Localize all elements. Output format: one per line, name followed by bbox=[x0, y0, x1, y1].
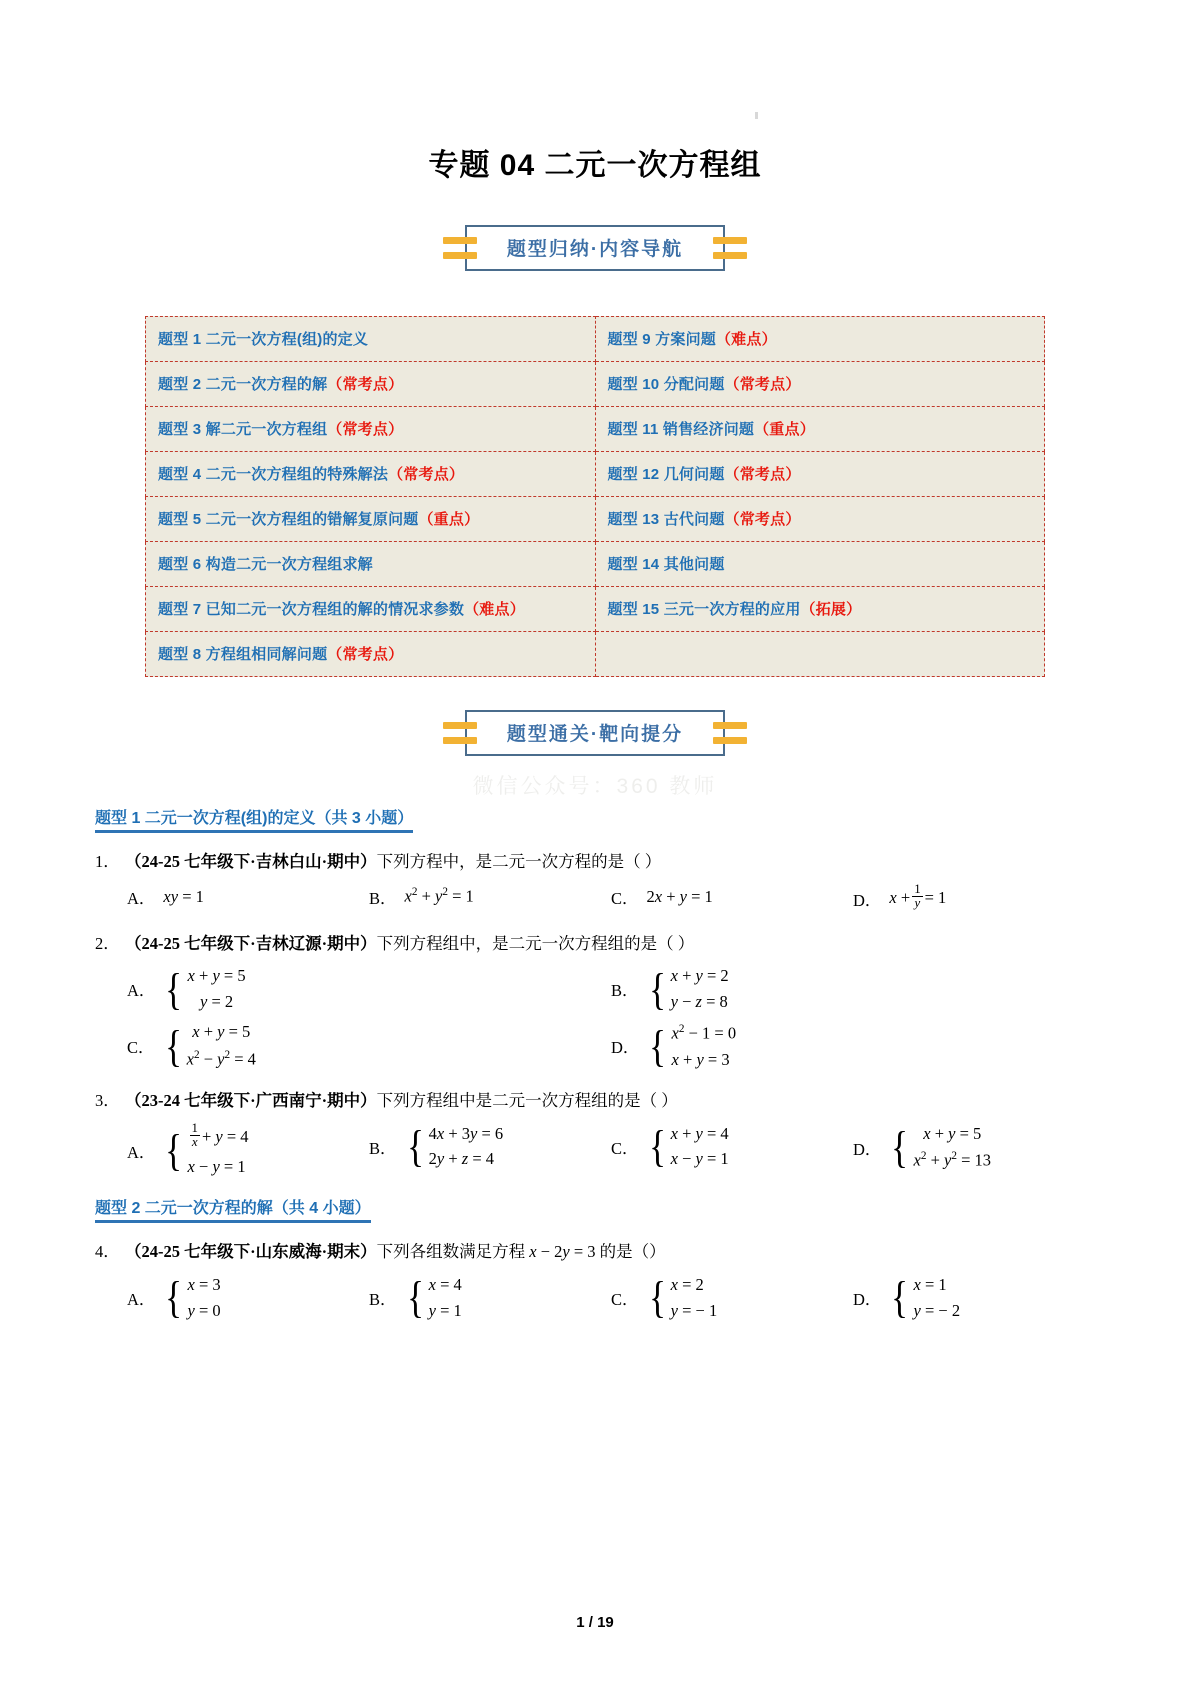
document-body bbox=[0, 805, 1190, 1321]
toc-item-label: 题型 11 销售经济问题 bbox=[607, 421, 755, 438]
toc-item-label: 题型 13 古代问题 bbox=[607, 511, 725, 528]
option-b-system: { x = 4 y = 1 bbox=[406, 1273, 462, 1323]
option-a[interactable] bbox=[127, 966, 611, 1012]
toc-item-label: 题型 8 方程组相同解问题 bbox=[158, 646, 328, 663]
toc-item-tag: （常考点） bbox=[724, 376, 801, 393]
option-b-math: $x^2 + y^2 = 1$ bbox=[404, 886, 474, 906]
option-label: D． bbox=[853, 1139, 882, 1159]
toc-cell-right[interactable] bbox=[595, 362, 1045, 407]
option-label: D． bbox=[611, 1038, 640, 1058]
option-d-math: x + $\frac{1}{y}$ = 1 bbox=[889, 881, 947, 911]
toc-cell-left[interactable] bbox=[146, 362, 596, 407]
option-label: B． bbox=[369, 888, 397, 908]
toc-item-tag: （常考点） bbox=[327, 646, 404, 663]
option-c[interactable] bbox=[611, 885, 853, 909]
question-2-options-row1 bbox=[127, 966, 1095, 1012]
question-stem-equation: x − 2y = 3 bbox=[529, 1242, 596, 1262]
toc-item-tag: （常考点） bbox=[724, 466, 801, 483]
toc-cell-left[interactable] bbox=[146, 317, 596, 362]
option-a[interactable] bbox=[127, 1275, 369, 1321]
toc-cell-left[interactable] bbox=[146, 542, 596, 587]
table-row bbox=[146, 407, 1045, 452]
question-source: （24-25 七年级下·吉林白山·期中） bbox=[125, 852, 377, 871]
option-c-math: 2x + y = 1 bbox=[646, 886, 713, 906]
toc-cell-right[interactable] bbox=[595, 317, 1045, 362]
toc-cell-right[interactable] bbox=[595, 542, 1045, 587]
toc-item-label: 题型 15 三元一次方程的应用 bbox=[607, 601, 801, 618]
option-label: A． bbox=[127, 888, 156, 908]
toc-item-label: 题型 10 分配问题 bbox=[607, 376, 725, 393]
toc-cell-right[interactable] bbox=[595, 407, 1045, 452]
toc-item-tag: （难点） bbox=[715, 331, 777, 348]
option-label: B． bbox=[369, 1138, 397, 1158]
option-label: C． bbox=[611, 888, 639, 908]
table-row bbox=[146, 317, 1045, 362]
question-1 bbox=[95, 849, 1095, 875]
toc-item-tag: （常考点） bbox=[388, 466, 465, 483]
question-stem: 下列方程组中，是二元一次方程组的是（ ） bbox=[376, 933, 695, 953]
option-a-system: { x = 3 y = 0 bbox=[165, 1273, 221, 1323]
equals-decor-icon bbox=[443, 237, 477, 259]
banner-contents-nav bbox=[0, 218, 1190, 278]
equals-decor-icon bbox=[713, 237, 747, 259]
banner-label: 题型归纳·内容导航 bbox=[506, 239, 684, 260]
banner-practice-nav bbox=[0, 703, 1190, 763]
option-d[interactable] bbox=[611, 1022, 1095, 1070]
option-b[interactable] bbox=[611, 966, 1095, 1012]
question-stem-post: 的是（） bbox=[595, 1242, 666, 1262]
option-a-math: xy = 1 bbox=[163, 886, 204, 906]
toc-cell-right[interactable] bbox=[595, 452, 1045, 497]
toc-item-label: 题型 5 二元一次方程组的错解复原问题 bbox=[158, 511, 419, 528]
question-number: 2． bbox=[95, 933, 120, 953]
toc-item-label: 题型 6 构造二元一次方程组求解 bbox=[158, 556, 373, 573]
toc-cell-right[interactable] bbox=[595, 587, 1045, 632]
option-c[interactable] bbox=[127, 1022, 611, 1070]
toc-item-label: 题型 12 几何问题 bbox=[607, 466, 725, 483]
option-d[interactable] bbox=[853, 881, 1095, 913]
option-b-system: { 4x + 3y = 6 2y + z = 4 bbox=[406, 1122, 504, 1172]
option-c[interactable] bbox=[611, 1124, 853, 1170]
table-row bbox=[146, 587, 1045, 632]
toc-item-label: 题型 4 二元一次方程组的特殊解法 bbox=[158, 466, 389, 483]
option-label: A． bbox=[127, 981, 156, 1001]
toc-item-label: 题型 9 方案问题 bbox=[607, 331, 716, 348]
option-c-system: { x = 2 y = − 1 bbox=[648, 1273, 718, 1323]
question-source: （24-25 七年级下·吉林辽源·期中） bbox=[125, 933, 377, 953]
option-a-system: { x + y = 5 y = 2 bbox=[165, 964, 246, 1014]
option-c-system: { x + y = 5 $x^2 - y^2 = 4$ bbox=[164, 1021, 256, 1071]
option-label: D． bbox=[853, 1290, 882, 1310]
question-3 bbox=[95, 1088, 1095, 1114]
option-label: B． bbox=[611, 981, 639, 1001]
page-top-mark bbox=[755, 112, 758, 119]
question-stem: 下列方程组中是二元一次方程组的是（ ） bbox=[376, 1091, 678, 1111]
question-2-options-row2 bbox=[127, 1022, 1095, 1070]
question-1-options bbox=[127, 881, 1095, 913]
option-d-system: { x = 1 y = − 2 bbox=[891, 1273, 961, 1323]
option-d[interactable] bbox=[853, 1124, 1095, 1172]
option-label: C． bbox=[127, 1038, 155, 1058]
option-a-system: { $\frac{1}{x}$ + y = 4 x − y = 1 bbox=[165, 1120, 249, 1176]
question-stem: 下列方程中，是二元一次方程的是（ ） bbox=[376, 852, 662, 871]
banner-box bbox=[465, 225, 725, 271]
option-label: B． bbox=[369, 1290, 397, 1310]
toc-item-label: 题型 2 二元一次方程的解 bbox=[158, 376, 328, 393]
section-heading-2: 题型 2 二元一次方程的解（共 4 小题） bbox=[95, 1195, 371, 1223]
toc-item-label: 题型 7 已知二元一次方程组的解的情况求参数 bbox=[158, 601, 465, 618]
question-4 bbox=[95, 1239, 1095, 1265]
toc-item-label: 题型 14 其他问题 bbox=[607, 556, 725, 573]
banner-box bbox=[465, 710, 725, 756]
option-d[interactable] bbox=[853, 1275, 1095, 1321]
toc-item-label: 题型 1 二元一次方程(组)的定义 bbox=[158, 331, 369, 348]
question-number: 4． bbox=[95, 1242, 120, 1262]
option-b-system: { x + y = 2 y − z = 8 bbox=[648, 964, 729, 1014]
question-source: （24-25 七年级下·山东威海·期末） bbox=[125, 1242, 377, 1262]
option-a[interactable] bbox=[127, 885, 369, 909]
table-row bbox=[146, 542, 1045, 587]
table-row bbox=[146, 632, 1045, 677]
option-d-system: { $x^2 - 1 = 0$ x + y = 3 bbox=[649, 1021, 737, 1071]
table-row bbox=[146, 452, 1045, 497]
toc-item-tag: （难点） bbox=[464, 601, 525, 618]
toc-item-tag: （常考点） bbox=[327, 376, 404, 393]
option-label: C． bbox=[611, 1138, 639, 1158]
question-source: （23-24 七年级下·广西南宁·期中） bbox=[125, 1091, 377, 1111]
option-b[interactable] bbox=[369, 1124, 611, 1170]
toc-cell-left[interactable] bbox=[146, 407, 596, 452]
question-number: 3． bbox=[95, 1091, 120, 1111]
equals-decor-icon bbox=[713, 722, 747, 744]
option-b[interactable] bbox=[369, 1275, 611, 1321]
option-d-system: { x + y = 5 $x^2 + y^2 = 13$ bbox=[891, 1122, 992, 1172]
contents-table bbox=[145, 316, 1045, 677]
option-b[interactable] bbox=[369, 885, 611, 909]
toc-item-tag: （重点） bbox=[418, 511, 480, 528]
toc-item-tag: （常考点） bbox=[327, 421, 404, 438]
section-heading-1: 题型 1 二元一次方程(组)的定义（共 3 小题） bbox=[95, 805, 413, 833]
option-c-system: { x + y = 4 x − y = 1 bbox=[648, 1122, 729, 1172]
question-4-options bbox=[127, 1275, 1095, 1321]
option-label: C． bbox=[611, 1290, 639, 1310]
toc-cell-left[interactable] bbox=[146, 452, 596, 497]
toc-item-tag: （常考点） bbox=[724, 511, 801, 528]
toc-cell-left[interactable] bbox=[146, 497, 596, 542]
table-row bbox=[146, 497, 1045, 542]
toc-item-label: 题型 3 解二元一次方程组 bbox=[158, 421, 328, 438]
watermark: 微信公众号：360 教师 bbox=[472, 775, 718, 798]
toc-cell-left[interactable] bbox=[146, 587, 596, 632]
banner-label: 题型通关·靶向提分 bbox=[506, 724, 684, 745]
page-number: 1 / 19 bbox=[576, 1614, 614, 1631]
option-c[interactable] bbox=[611, 1275, 853, 1321]
option-label: A． bbox=[127, 1142, 156, 1162]
question-stem-pre: 下列各组数满足方程 bbox=[376, 1242, 530, 1262]
page-title: 专题 04 二元一次方程组 bbox=[428, 149, 762, 182]
equals-decor-icon bbox=[443, 722, 477, 744]
toc-item-tag: （重点） bbox=[754, 421, 815, 438]
question-2 bbox=[95, 931, 1095, 957]
question-number: 1． bbox=[95, 852, 120, 871]
table-row bbox=[146, 362, 1045, 407]
option-a[interactable] bbox=[127, 1120, 369, 1178]
toc-cell-right-empty bbox=[595, 632, 1045, 677]
option-label: A． bbox=[127, 1290, 156, 1310]
question-3-options bbox=[127, 1120, 1095, 1178]
toc-item-tag: （拓展） bbox=[800, 601, 862, 618]
toc-cell-left[interactable] bbox=[146, 632, 596, 677]
option-label: D． bbox=[853, 890, 882, 910]
toc-cell-right[interactable] bbox=[595, 497, 1045, 542]
